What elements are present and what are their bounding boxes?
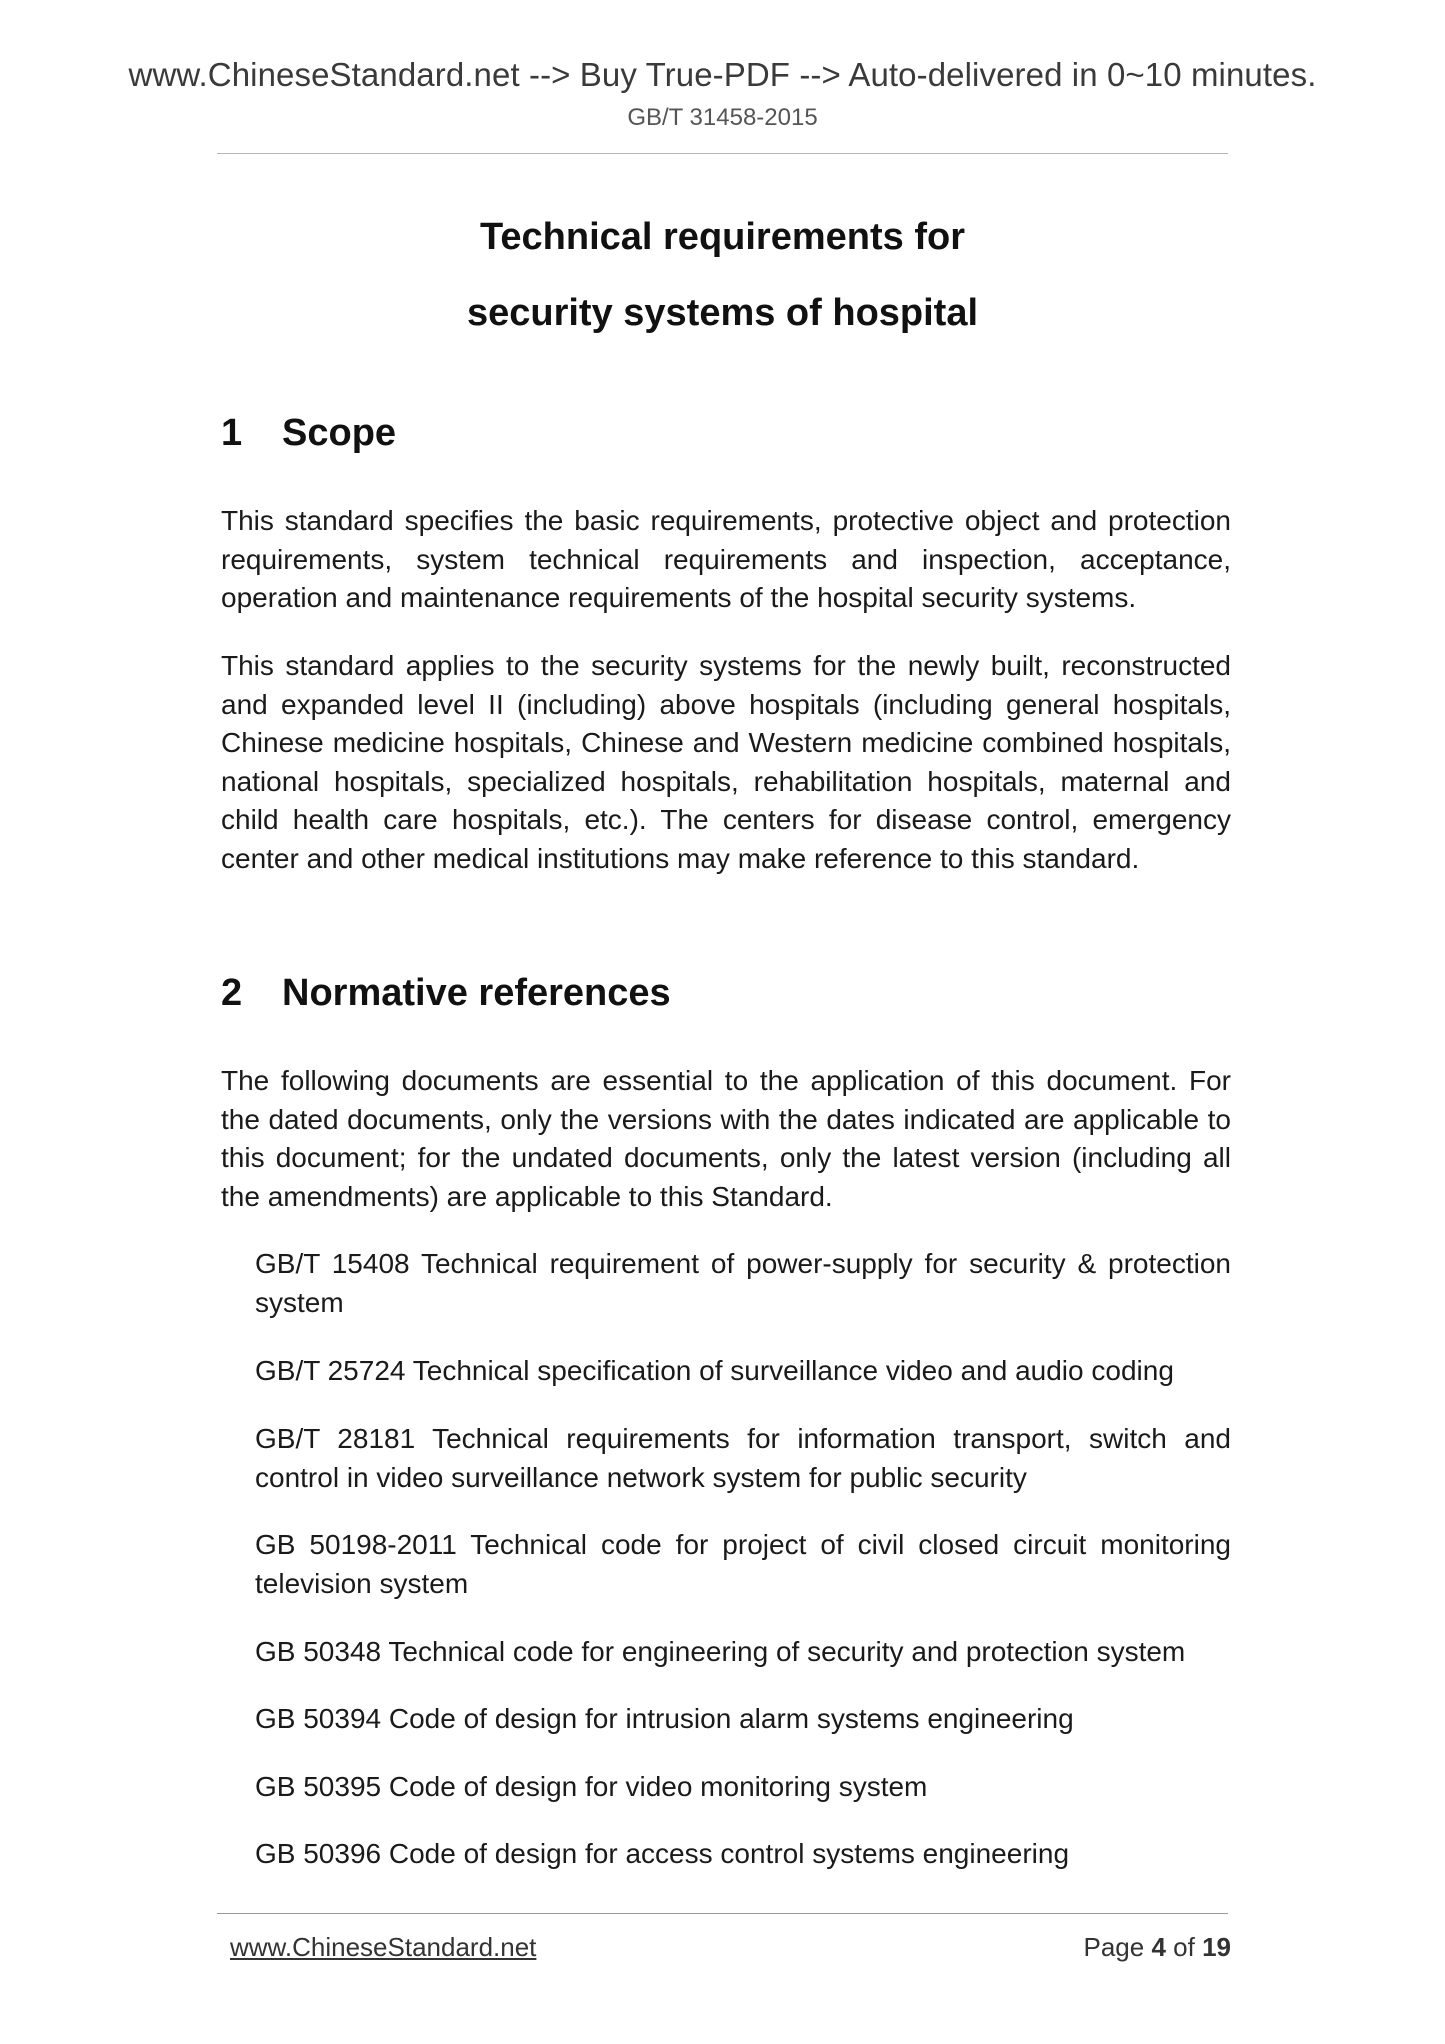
reference-item: GB 50395 Code of design for video monitoring system (255, 1771, 928, 1802)
normative-intro-paragraph: The following documents are essential to the application of this document. For the dated documents, only the versions with the dates indicated are applicable to this document; for the undated documents, only the latest version (including all the amendments) are applicable to this Standard. (221, 1065, 1231, 1212)
page-prefix: Page (1083, 1932, 1145, 1962)
scope-paragraph-1: This standard specifies the basic requirements, protective object and protection requirements, system technical requirements and inspection, acceptance, operation and maintenance requirements of the hospital security systems. (221, 505, 1231, 613)
reference-item: GB/T 28181 Technical requirements for information transport, switch and control in video surveillance network system for public security (255, 1423, 1231, 1493)
reference-item: GB/T 15408 Technical requirement of power-supply for security & protection system (255, 1248, 1231, 1318)
total-pages-number: 19 (1202, 1932, 1231, 1962)
section-2-title: Normative references (282, 972, 671, 1014)
reference-item: GB/T 25724 Technical specification of surveillance video and audio coding (255, 1355, 1174, 1386)
document-title-line-1: Technical requirements for (480, 216, 965, 258)
section-1-title: Scope (282, 412, 397, 454)
section-1-heading (221, 412, 396, 455)
document-title-line-2: security systems of hospital (466, 292, 979, 334)
scope-paragraph-2: This standard applies to the security systems for the newly built, reconstructed and expanded level II (including) above hospitals (including general hospitals, Chinese medicine hospitals, Chinese and Western medicine combined hospitals, national hospitals, specialized hospitals, rehabilitation hospitals, maternal and child health care hospitals, etc.). The centers for disease control, emergency center and other medical institutions may make reference to this standard. (221, 650, 1231, 874)
top-banner: www.ChineseStandard.net --> Buy True-PDF --> Auto-delivered in 0~10 minutes. (128, 56, 1317, 93)
section-1-number: 1 (221, 412, 243, 454)
reference-item: GB 50348 Technical code for engineering of security and protection system (255, 1636, 1186, 1667)
reference-item: GB 50394 Code of design for intrusion alarm systems engineering (255, 1703, 1074, 1734)
current-page-number: 4 (1151, 1932, 1166, 1962)
reference-item: GB 50396 Code of design for access control systems engineering (255, 1838, 1070, 1869)
reference-item: GB 50198-2011 Technical code for project of civil closed circuit monitoring television system (255, 1529, 1231, 1599)
footer-divider (217, 1913, 1228, 1914)
standard-code: GB/T 31458-2015 (627, 104, 818, 131)
header-divider (217, 153, 1228, 154)
footer-website-link[interactable]: www.ChineseStandard.net (230, 1932, 537, 1962)
section-2-heading (221, 972, 671, 1015)
page-of-label: of (1173, 1932, 1195, 1962)
section-2-number: 2 (221, 972, 243, 1014)
page-indicator (1083, 1932, 1231, 1963)
